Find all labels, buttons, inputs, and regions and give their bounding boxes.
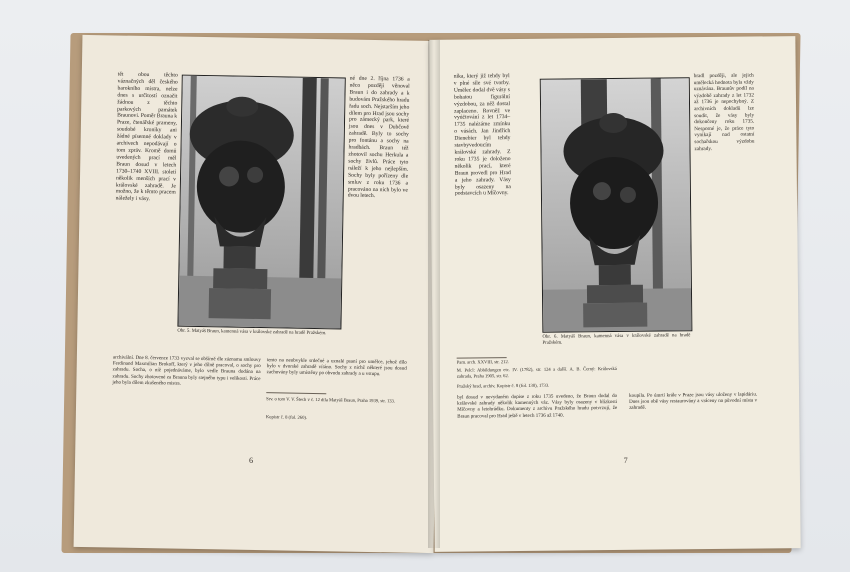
footnote-left-1: Srv. o tom V. V. Štech v č. 12 díla Matyáš Braun, Praha 1939, str. 133. [266, 396, 396, 404]
photo-vase-right [540, 77, 693, 333]
photo-vase-left [177, 75, 345, 330]
right-column-a: níka, který již tehdy byl v plné síle své tvorby. Umělec dodal dvě vásy s bohatou figurální výzdobou, za něž dostal zaplaceno. Rovněž ve vyúčtování z let 1734–1735 nalézáme zmínku o vásách. Jan Jindřich Dienebier byl tehdy stavbyvedoucím královské zahrady. Z roku 1735 je doloženo několik prací, které Braun provedl pro Hrad a jeho zahrady. Vásy byly osazeny na podstavcích u Míčovny. [453, 73, 511, 198]
right-page [429, 36, 800, 552]
footnote-rule-left [266, 392, 326, 394]
caption-left: Obr. 5. Matyáš Braun, kamenná vása v královské zahradě na hradě Pražském. [177, 328, 327, 337]
footnote-right-2: M. Pelcl: Abbildungen etc. IV. (1782), str. 124 a další. A. B. Černý: Královská zahrada, Praha 1905, str. 62. [456, 365, 617, 379]
page-number-right: 7 [623, 455, 628, 465]
book-gutter [428, 40, 440, 548]
right-column-d: koupila. Po úmrtí krále v Praze jsou vásy uloženy v lapidáriu. Dnes jsou obě vásy restaurovány a vráceny na původní místa v zahradě. [629, 392, 758, 412]
left-column-c: archivální. Dne 8. července 1733 vyzval se obšírně dle záznamu smlouvy Ferdinand Maxmilian Brokoff, který v jeho dílně pracoval, o sochy pro zahradu. Socha, o níž pojednáváme, bylo vedle Brauna dodána na zahradu. Sochy zhotovené za Brauna byly stejného typu i velikosti. Práce jeho byla dílem zkušeného mistra. [112, 355, 261, 387]
footnote-right-3: Pražský hrad, archiv, Kopistr č. 8 (fol. 130), 1733. [456, 382, 550, 389]
footnote-left-2: Kopistr č. 8 (fol. 260). [265, 414, 308, 420]
vase-photo-left [178, 76, 344, 329]
page-number-left: 6 [249, 455, 254, 465]
right-column-b: bradl později, ale jejich umělecká hodnota byla vždy uznávána. Braunův podíl na výzdobě zahrady z let 1732 až 1736 je nepochybný. Z archivních dokladů lze soudit, že vásy byly dokončeny roku 1735. Nesporné je, že práce tyto vynikají nad ostatní sochařskou výzdobu zahrady. [693, 72, 755, 152]
right-column-c: byl dosud v nevydaném dopise z roku 1735 uvedeno, že Braun dodal do královské zahrady několik kamenných váz. Vásy byly osazeny v blízkosti Míčovny a letohrádku. Dokumenty z archivu Pražského hradu potvrzují, že Braun pracoval pro Hrad ještě v letech 1736 až 1740. [457, 393, 618, 420]
caption-right: Obr. 6. Matyáš Braun, kamenná vása v královské zahradě na hradě Pražském. [542, 333, 691, 346]
left-column-a: tět obou těchto váznačných děl českého barokního mistra, nelze dnes s určitostí označit žádnou z těchto parkových památek Braunovi. Poměr Brauna k Praze, čtenářské prameny, soudobé kroniky ani žádné písemné doklady v archivech nepodávají o tom zpráv. Kromě domů uvedených prací měl Braun dosud v letech 1730–1740 XVIII. století několik menších prací v královské zahradě. Je možno, že k těmto pracem náležely i vásy. [115, 71, 178, 203]
left-page [74, 35, 443, 553]
vase-photo-right [541, 78, 692, 332]
left-column-d: tento na neobvykle srdečné a uznalé psaní pro umělce, jehož dílo bylo v dvorské zahradě vítáno. Sochy z nichž některé jsou dosud zachovány byly umístěny po obvodu zahrady a u vstupu. [266, 358, 407, 378]
left-column-b: né dne 2. října 1736 a něco později věnoval Braun i do zahrady a k budovám Pražského hradu řadu soch. Nejstarším jeho dílem pro Hrad jsou sochy pro zámecký park, které jsou dnes v Dubčově zahradě. Byly to sochy pro fontánu a sochy na hradbách. Braun též zhotovil sochu Herkula a sochy živlů. Práce tyto náleží k jeho nejlepším. Sochy byly pořízeny dle smluv z roku 1736 a pracováno na nich bylo ve dvou letech. [347, 75, 410, 200]
footnote-right-1: Pam. arch. XXVIII, str. 212. [456, 359, 509, 365]
